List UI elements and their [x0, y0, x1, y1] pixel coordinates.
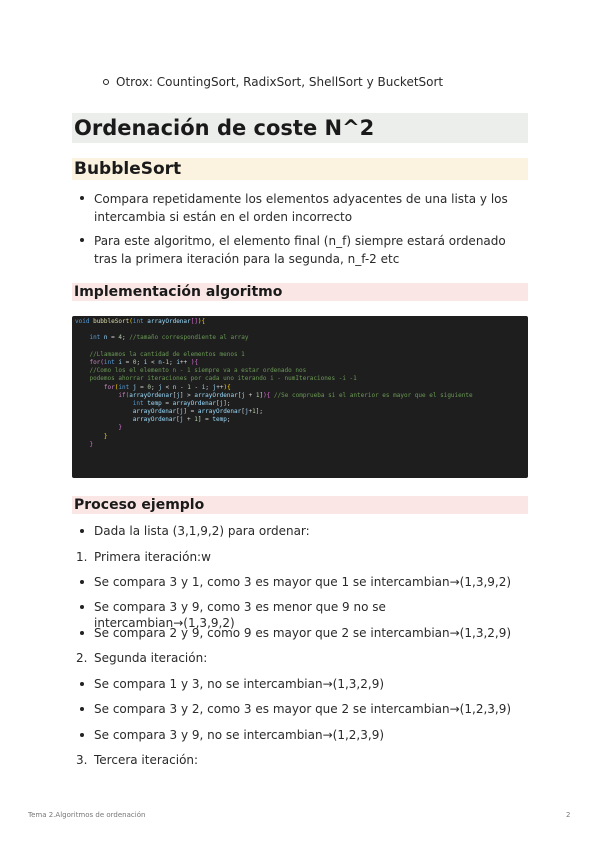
list-item	[94, 190, 526, 226]
code-line: arrayOrdenar[j] = arrayOrdenar[j+1];	[132, 408, 263, 416]
list-item-text: Compara repetidamente los elementos adyacentes de una lista y los intercambia si están en el orden incorrecto	[94, 192, 508, 224]
code-line	[75, 343, 525, 351]
list-item-text: Se compara 1 y 3, no se intercambian→(1,3,2,9)	[94, 677, 385, 691]
code-line: if(arrayOrdenar[j] > arrayOrdenar[j + 1]){ //Se comprueba si el anterior es mayor que el siguiente	[118, 391, 473, 399]
list-item-text: Se compara 2 y 9, como 9 es mayor que 2 se intercambian→(1,3,2,9)	[94, 626, 512, 640]
list-item	[94, 232, 530, 268]
list-item-text: Tercera iteración:	[94, 753, 199, 767]
list-item-text: Dada la lista (3,1,9,2) para ordenar:	[94, 524, 310, 538]
item-number: 3.	[76, 753, 88, 767]
item-number: 1.	[76, 550, 88, 564]
list-item	[94, 676, 526, 692]
code-line: arrayOrdenar[j + 1] = temp;	[132, 416, 231, 424]
code-line: //Llamamos la cantidad de elementos menos 1	[89, 350, 245, 358]
code-line: }	[118, 424, 122, 432]
list-item-text: Se compara 3 y 2, como 3 es mayor que 2 se intercambian→(1,2,3,9)	[94, 702, 512, 716]
list-item	[94, 701, 526, 717]
subsubsection-heading: Proceso ejemplo	[72, 496, 528, 514]
list-item	[94, 727, 526, 743]
list-item-text: Se compara 3 y 1, como 3 es mayor que 1 se intercambian→(1,3,9,2)	[94, 575, 512, 589]
list-item-text: Otrox: CountingSort, RadixSort, ShellSort y BucketSort	[116, 75, 444, 89]
code-line: int n = 4; //tamaño correspondiente al array	[89, 334, 249, 342]
numbered-item	[76, 752, 524, 768]
code-line: for(int i = 0; i < n-1; i++ ){	[89, 358, 199, 366]
item-number: 2.	[76, 651, 88, 665]
list-item	[116, 74, 536, 90]
numbered-item	[76, 650, 524, 666]
list-item-text: Se compara 3 y 9, como 3 es menor que 9 no se intercambian→(1,3,9,2)	[94, 600, 386, 630]
code-line: int temp = arrayOrdenar[j];	[132, 399, 231, 407]
section-heading: Ordenación de coste N^2	[72, 113, 528, 143]
list-item-text: Se compara 3 y 9, no se intercambian→(1,2,3,9)	[94, 728, 385, 742]
list-item-text: Para este algoritmo, el elemento final (n_f) siempre estará ordenado tras la primera iteración para la segunda, n_f-2 etc	[94, 234, 506, 266]
list-item	[94, 625, 526, 641]
code-line: for(int j = 0; j < n - 1 - i; j++){	[103, 383, 231, 391]
subsubsection-heading: Implementación algoritmo	[72, 283, 528, 301]
code-line: //Como los el elemento n - 1 siempre va a estar ordenado nos	[89, 367, 307, 375]
code-line: podemos ahorrar iteraciones por cada uno iterando i - numIteraciones -i -1	[89, 375, 357, 383]
code-block	[72, 316, 528, 478]
subsection-heading: BubbleSort	[72, 158, 528, 180]
code-line: }	[89, 440, 94, 448]
list-item	[94, 523, 524, 539]
code-line: }	[103, 432, 108, 440]
list-item	[94, 574, 526, 590]
code-line	[75, 326, 525, 334]
numbered-item	[76, 549, 524, 565]
footer-title: Tema 2.Algoritmos de ordenación	[28, 811, 146, 819]
list-item-text: Primera iteración:w	[94, 550, 211, 564]
list-item-text: Segunda iteración:	[94, 651, 208, 665]
code-line: void bubbleSort(int arrayOrdenar[]){	[75, 318, 206, 325]
page-number: 2	[566, 811, 571, 819]
